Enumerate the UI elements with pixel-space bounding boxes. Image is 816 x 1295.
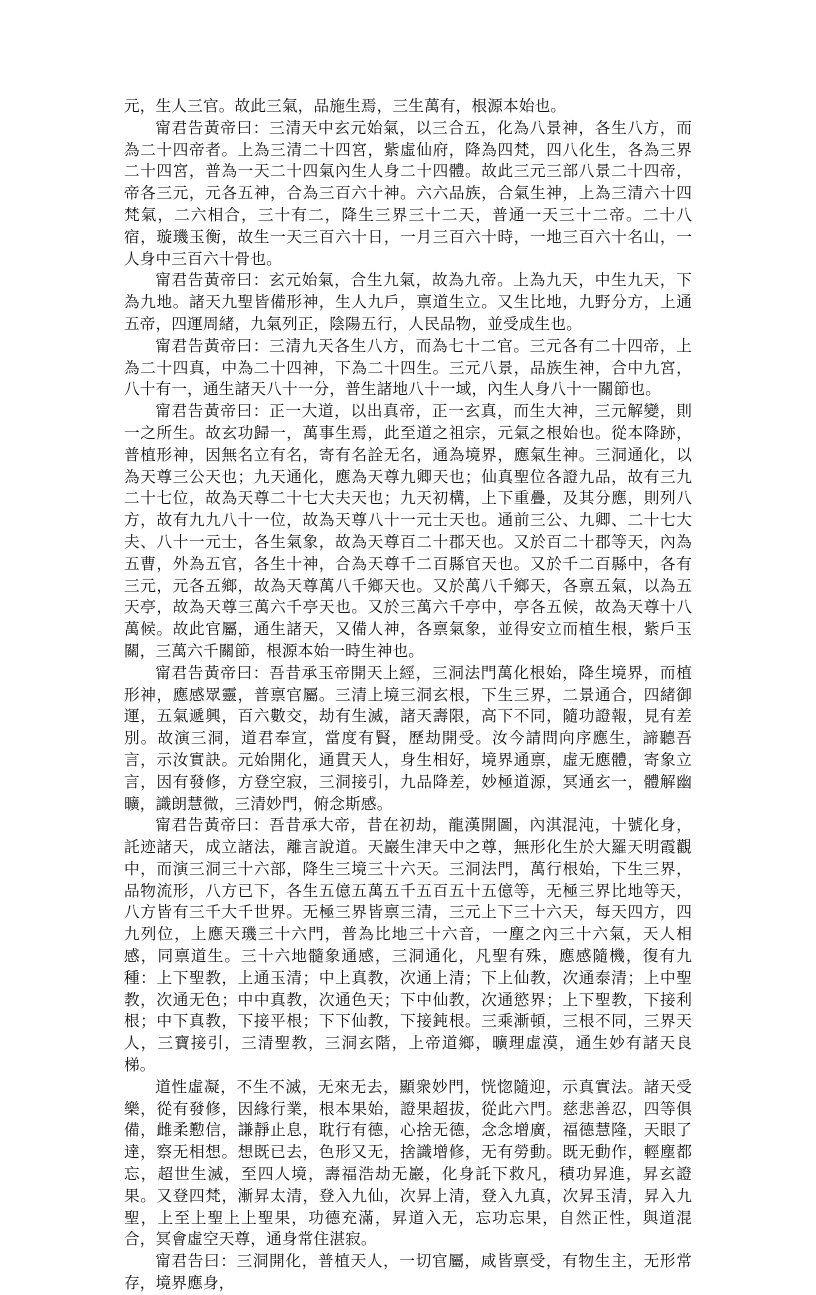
paragraph-2: 甯君告黃帝曰：三清天中玄元始氣，以三合五，化為八景神，各生八方，而為二十四帝者。上為三清二十四宮，紫虛仙府，降為四梵，四八化生，各為三界二十四宮，普為一天二十四氣內生人身二十四體。故此三元三部八景二十四帝，帝各三元，元各五神，合為三百六十神。六六品族，合氣生神，上為三清六十四梵氣，二六相合，三十有二，降生三界三十二天，普通一天三十二帝。二十八宿，璇璣玉衡，故生一天三百六十日，一月三百六十時，一地三百六十名山，一人身中三百六十骨也。 <box>124 118 692 268</box>
paragraph-7: 甯君告黃帝曰：吾昔承大帝，昔在初劫，龍漢開圖，內淇混沌，十號化身，託迹諸天，成立諸法，離言說道。天巖生津天中之尊，無形化生於大羅天明霞觀中，而演三洞三十六部，降生三境三十六天。三洞法門，萬行根始，下生三界，品物流形，八方已下，各生五億五萬五千五百五十五億等，无極三界比地等天，八方皆有三千大千世界。无極三界皆禀三清，三元上下三十六天，每天四方，四九列位，上應天璣三十六門，普為比地三十六音，一塵之內三十六氣，天人相感，同禀道生。三十六地髓象通感，三洞通化，凡聖有殊，應感隨機，復有九種：上下聖教，上通玉清；中上真教，次通上清；下上仙教，次通泰清；上中聖教，次通无色；中中真教，次通色天；下中仙教，次通慾界；上下聖教，下接利根；中下真教，下接平根；下下仙教，下接鈍根。三乘漸頓，三根不同，三界天人，三寶接引，三清聖教，三洞玄階，上帝道鄉，曠理虛漠，通生妙有諸天良梯。 <box>124 816 692 1075</box>
paragraph-9: 甯君告曰：三洞開化，普植天人，一切官屬，咸皆禀受，有物生主，无形常存，境界應身， <box>124 1252 692 1293</box>
paragraph-5: 甯君告黃帝曰：正一大道，以出真帝，正一玄真，而生大神，三元解變，則一之所生。故玄功歸一，萬事生焉，此至道之祖宗，元氣之根始也。從本降跡，普植形神，因無名立有名，寄有名詮无名，通為境界，應氣生神。三洞通化，以為天尊三公天也；九天通化，應為天尊九卿天也；仙真聖位各證九品，故有三九二十七位，故為天尊二十七大夫天也；九天初構，上下重疊，及其分應，則列八方，故有九九八十一位，故為天尊八十一元士天也。通前三公、九卿、二十七大夫、八十一元士，各生氣象，故為天尊百二十郡天也。又於百二十郡等天，內為五曹，外為五官，各生十神，合為天尊千二百縣官天也。又於千二百縣中，各有三元，元各五鄉，故為天尊萬八千鄉天也。又於萬八千鄉天，各禀五氣，以為五天亭，故為天尊三萬六千亭天也。又於三萬六千亭中，亭各五候，故為天尊十八萬候。故此官屬，通生諸天，又備人神，各禀氣象，並得安立而植生根，紫戶玉關，三萬六千關節，根源本始一時生神也。 <box>124 402 692 660</box>
paragraph-3: 甯君告黃帝曰：玄元始氣，合生九氣，故為九帝。上為九天，中生九天，下為九地。諸天九聖皆備形神，生人九戶，禀道生立。又生比地，九野分方，上通五帝，四運周緒，九氣列正，陰陽五行，人民品物，並受成生也。 <box>124 271 692 333</box>
paragraph-6: 甯君告黃帝曰：吾昔承玉帝開天上經，三洞法門萬化根始，降生境界，而植形神，應感眾靈，普禀官屬。三清上境三洞玄根，下生三界，二景通合，四緒御運，五氣遞興，百六數交，劫有生滅，諸天壽限，高下不同，隨功證報，見有差別。故演三洞，道君奉宣，當度有賢，歷劫開受。汝今請問向序應生，諦聽吾言，示汝實訣。元始開化，通貫天人，身生相好，境界通禀，虛无應體，寄象立言，因有發修，方登空寂，三洞接引，九品降差，妙極道源，冥通玄一，體解幽曠，識朗慧微，三清妙門，俯念斯感。 <box>124 663 692 813</box>
paragraph-4: 甯君告黃帝曰：三清九天各生八方，而為七十二官。三元各有二十四帝，上為二十四真，中為二十四神，下為二十四生。三元八景，品族生神，合中九宮，八十有一，通生諸天八十一分，普生諸地八十一域，內生人身八十一關節也。 <box>124 336 692 399</box>
paragraph-1: 元，生人三官。故此三氣，品施生焉，三生萬有，根源本始也。 <box>124 97 567 115</box>
paragraph-8: 道性虛凝，不生不滅，无來无去，顯衆妙門，恍惚隨迎，示真實法。諸天受樂，從有發修，因緣行業，根本果始，證果超拔，從此六門。慈悲善忍，四等俱備，雌柔懃信，謙靜止息，耽行有德，心捨无德，念念增廣，福德慧隆，天眼了達，察无相想。想既已去，色形又无，捨識增修，无有勞動。既无動作，輕塵都忘，超世生滅，至四人境，壽福浩劫无巖，化身託下救凡，積功昇進，昇玄證果。又登四梵，漸昇太清，登入九仙，次昇上清，登入九真，次昇玉清，昇入九聖，上至上聖上上聖果，功德充滿，昇道入无，忘功忘果，自然正性，與道混合，冥會虛空天尊，通身常住湛寂。 <box>124 1077 692 1249</box>
